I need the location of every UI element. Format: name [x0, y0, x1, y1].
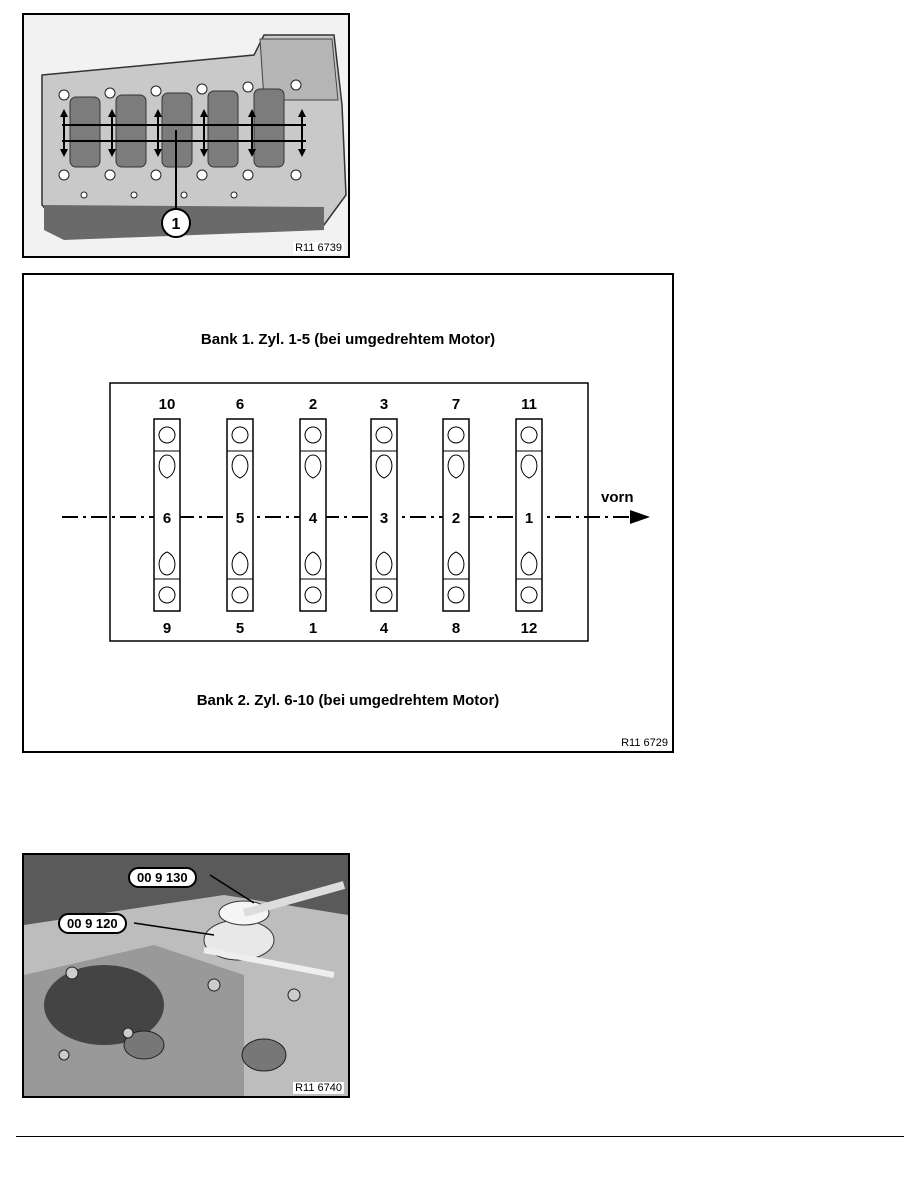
- sequence-number-top: 3: [379, 396, 389, 413]
- bearing-number: 5: [235, 510, 245, 527]
- torque-tool-illustration: [24, 855, 348, 1096]
- bolt-hole: [232, 552, 248, 575]
- bolt-hole: [232, 427, 248, 443]
- bolt-hole: [232, 587, 248, 603]
- bolt-hole: [521, 427, 537, 443]
- bolt-hole: [448, 587, 464, 603]
- bolt-hole: [305, 587, 321, 603]
- bolt-hole: [521, 552, 537, 575]
- bearing-layout-svg: [24, 275, 672, 751]
- bolt-hole: [448, 427, 464, 443]
- bolt-hole: [159, 552, 175, 575]
- bolt-hole: [376, 455, 392, 478]
- bolt-hole: [305, 455, 321, 478]
- sequence-number-bottom: 8: [451, 620, 461, 637]
- sequence-number-top: 11: [521, 396, 537, 413]
- bolt-hole: [376, 427, 392, 443]
- sequence-number-top: 2: [308, 396, 318, 413]
- bolt-hole: [159, 587, 175, 603]
- tool-label-torque-wrench: 00 9 130: [128, 867, 197, 888]
- sequence-number-bottom: 5: [235, 620, 245, 637]
- bolt-hole: [521, 587, 537, 603]
- engine-block-illustration: [24, 15, 348, 256]
- bolt-hole: [376, 587, 392, 603]
- bolt-hole: [159, 455, 175, 478]
- tightening-sequence-diagram: [22, 273, 674, 753]
- bearing-number: 3: [379, 510, 389, 527]
- figure-reference: R11 6740: [295, 1082, 342, 1094]
- sequence-number-bottom: 12: [520, 620, 538, 637]
- bolt-hole: [305, 552, 321, 575]
- bolt-hole: [448, 455, 464, 478]
- bearing-number: 4: [308, 510, 318, 527]
- bolt-hole: [232, 455, 248, 478]
- bank2-label: Bank 2. Zyl. 6-10 (bei umgedrehtem Motor): [196, 692, 500, 709]
- bank1-label: Bank 1. Zyl. 1-5 (bei umgedrehtem Motor): [200, 331, 496, 348]
- bearing-number: 6: [162, 510, 172, 527]
- bolt-hole: [521, 455, 537, 478]
- front-label: vorn: [601, 489, 634, 506]
- bolt-hole: [448, 552, 464, 575]
- bolt-hole: [376, 552, 392, 575]
- bolt-hole: [305, 427, 321, 443]
- figure-reference: R11 6739: [295, 242, 342, 254]
- sequence-number-top: 7: [451, 396, 461, 413]
- bearing-number: 2: [451, 510, 461, 527]
- sequence-number-bottom: 9: [162, 620, 172, 637]
- tool-label-angle-gauge: 00 9 120: [58, 913, 127, 934]
- bolt-hole: [159, 427, 175, 443]
- sequence-number-bottom: 1: [308, 620, 318, 637]
- engine-block-photo: [22, 13, 350, 258]
- callout-number: 1: [171, 216, 181, 233]
- front-arrow-icon: [630, 510, 650, 524]
- sequence-number-bottom: 4: [379, 620, 389, 637]
- bearing-number: 1: [524, 510, 534, 527]
- sequence-number-top: 10: [158, 396, 176, 413]
- sequence-number-top: 6: [235, 396, 245, 413]
- footer-divider: [16, 1136, 904, 1137]
- torque-tool-photo: [22, 853, 350, 1098]
- figure-reference: R11 6729: [621, 737, 668, 749]
